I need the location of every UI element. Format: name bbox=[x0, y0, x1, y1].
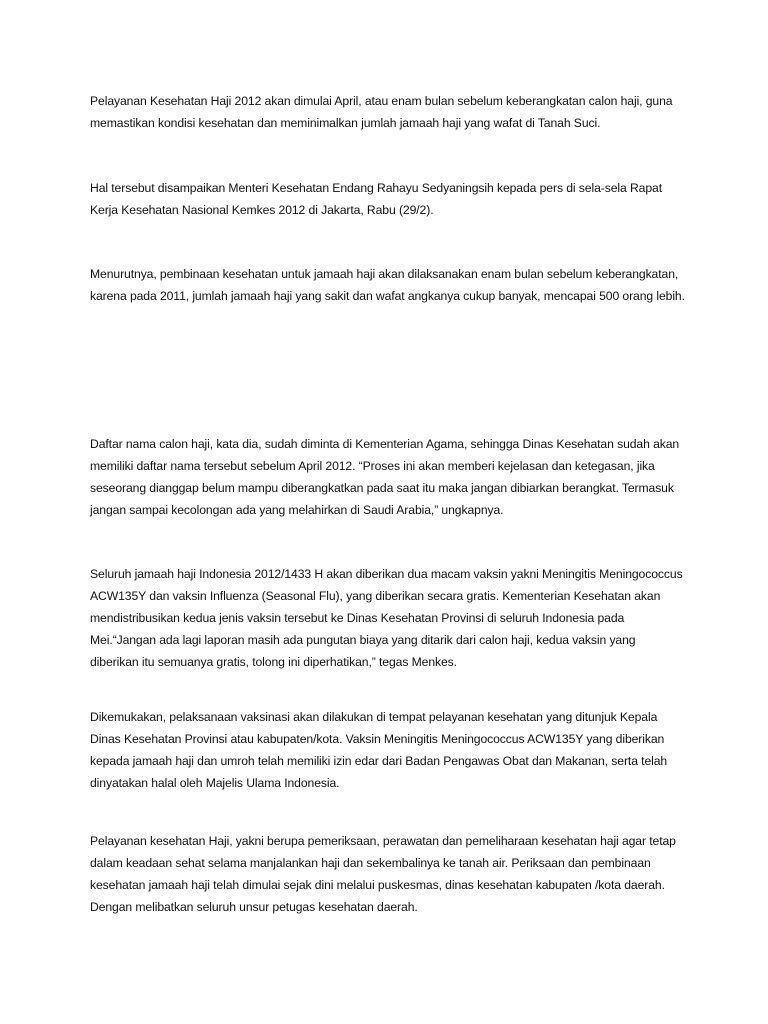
paragraph-3: Menurutnya, pembinaan kesehatan untuk jamaah haji akan dilaksanakan enam bulan sebelum keberangkatan, karena pada 2011, jumlah jamaah haji yang sakit dan wafat angkanya cukup banyak, mencapai 500 orang lebih. bbox=[90, 267, 685, 303]
paragraph-7: Pelayanan kesehatan Haji, yakni berupa pemeriksaan, perawatan dan pemeliharaan kesehatan haji agar tetap dalam keadaan sehat selama manjalankan haji dan sekembalinya ke tanah air. Periksaan dan pembinaan kesehatan jamaah haji telah dimulai sejak dini melalui puskesmas, dinas kesehatan kabupaten /kota daerah. Dengan melibatkan seluruh unsur petugas kesehatan daerah. bbox=[90, 834, 676, 914]
paragraph-1: Pelayanan Kesehatan Haji 2012 akan dimulai April, atau enam bulan sebelum keberangkatan calon haji, guna memastikan kondisi kesehatan dan meminimalkan jumlah jamaah haji yang wafat di Tanah Suci. bbox=[90, 94, 673, 130]
paragraph-5: Seluruh jamaah haji Indonesia 2012/1433 H akan diberikan dua macam vaksin yakni Meningitis Meningococcus ACW135Y dan vaksin Influenza (Seasonal Flu), yang diberikan secara gratis. Kementerian Kesehatan akan mendistribusikan kedua jenis vaksin tersebut ke Dinas Kesehatan Provinsi di seluruh Indonesia pada Mei.“Jangan ada lagi laporan masih ada pungutan biaya yang ditarik dari calon haji, kedua vaksin yang diberikan itu semuanya gratis, tolong ini diperhatikan,” tegas Menkes. bbox=[90, 567, 683, 669]
paragraph-6: Dikemukakan, pelaksanaan vaksinasi akan dilakukan di tempat pelayanan kesehatan yang ditunjuk Kepala Dinas Kesehatan Provinsi atau kabupaten/kota. Vaksin Meningitis Meningococcus ACW135Y yang diberikan kepada jamaah haji dan umroh telah memiliki izin edar dari Badan Pengawas Obat dan Makanan, serta telah dinyatakan halal oleh Majelis Ulama Indonesia. bbox=[90, 710, 668, 790]
paragraph-2: Hal tersebut disampaikan Menteri Kesehatan Endang Rahayu Sedyaningsih kepada pers di sela-sela Rapat Kerja Kesehatan Nasional Kemkes 2012 di Jakarta, Rabu (29/2). bbox=[90, 181, 662, 217]
paragraph-4: Daftar nama calon haji, kata dia, sudah diminta di Kementerian Agama, sehingga Dinas Kesehatan sudah akan memiliki daftar nama tersebut sebelum April 2012. “Proses ini akan memberi kejelasan dan ketegasan, jika seseorang dianggap belum mampu diberangkatkan pada saat itu maka jangan dibiarkan berangkat. Termasuk jangan sampai kecolongan ada yang melahirkan di Saudi Arabia,” ungkapnya. bbox=[90, 437, 680, 517]
